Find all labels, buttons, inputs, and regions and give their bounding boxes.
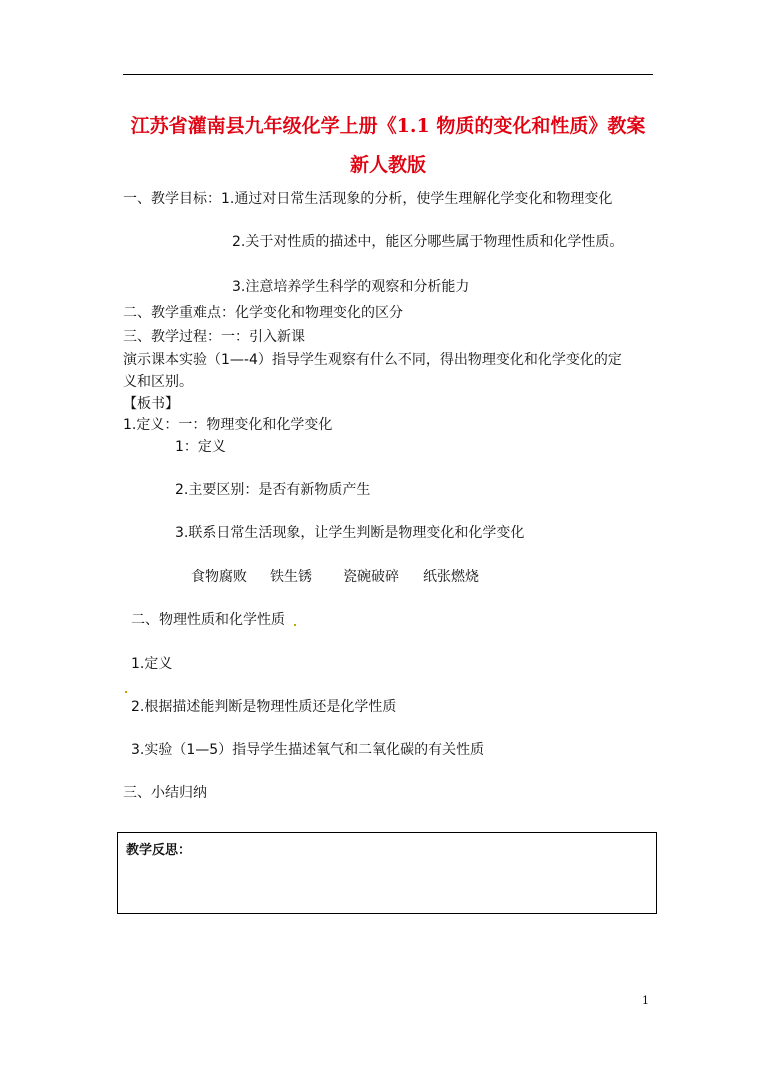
example-food-spoil: 食物腐败 xyxy=(191,569,247,585)
section-3-heading: 三、小结归纳 xyxy=(123,785,207,801)
main-difference: 2.主要区别：是否有新物质产生 xyxy=(175,482,371,498)
teaching-process: 三、教学过程：一：引入新课 xyxy=(123,329,305,345)
demo-text-line-1: 演示课本实验（1—-4）指导学生观察有什么不同，得出物理变化和化学变化的定 xyxy=(123,352,622,368)
definition-line: 1.定义：一：物理变化和化学变化 xyxy=(123,417,333,433)
document-subtitle: 新人教版 xyxy=(349,154,426,176)
document-title: 江苏省灌南县九年级化学上册《1.1 物质的变化和性质》教案 xyxy=(130,115,646,137)
teaching-goal-2: 2.关于对性质的描述中，能区分哪些属于物理性质和化学性质。 xyxy=(232,234,624,250)
section-2-item-1: 1.定义 xyxy=(131,656,173,672)
section-2-item-3: 3.实验（1—5）指导学生描述氧气和二氧化碳的有关性质 xyxy=(131,742,485,758)
teaching-goal-3: 3.注意培养学生科学的观察和分析能力 xyxy=(232,279,470,295)
relate-daily-life: 3.联系日常生活现象，让学生判断是物理变化和化学变化 xyxy=(175,525,525,541)
page-number: 1 xyxy=(642,994,649,1007)
demo-text-line-2: 义和区别。 xyxy=(123,374,193,390)
stray-mark xyxy=(125,691,127,693)
teaching-goal-1: 一、教学目标：1.通过对日常生活现象的分析，使学生理解化学变化和物理变化 xyxy=(123,191,613,207)
example-bowl-break: 瓷碗破碎 xyxy=(343,569,399,585)
board-heading: 【板书】 xyxy=(123,396,179,412)
reflection-box xyxy=(117,832,657,914)
reflection-label: 教学反思： xyxy=(126,843,192,858)
section-2-item-2: 2.根据描述能判断是物理性质还是化学性质 xyxy=(131,699,397,715)
section-2-heading: 二、物理性质和化学性质 xyxy=(131,612,285,628)
stray-mark xyxy=(294,624,296,626)
example-iron-rust: 铁生锈 xyxy=(270,569,312,585)
header-rule xyxy=(123,74,653,75)
key-points: 二、教学重难点：化学变化和物理变化的区分 xyxy=(123,305,403,321)
example-paper-burn: 纸张燃烧 xyxy=(423,569,479,585)
definition-sub: 1：定义 xyxy=(175,439,226,455)
